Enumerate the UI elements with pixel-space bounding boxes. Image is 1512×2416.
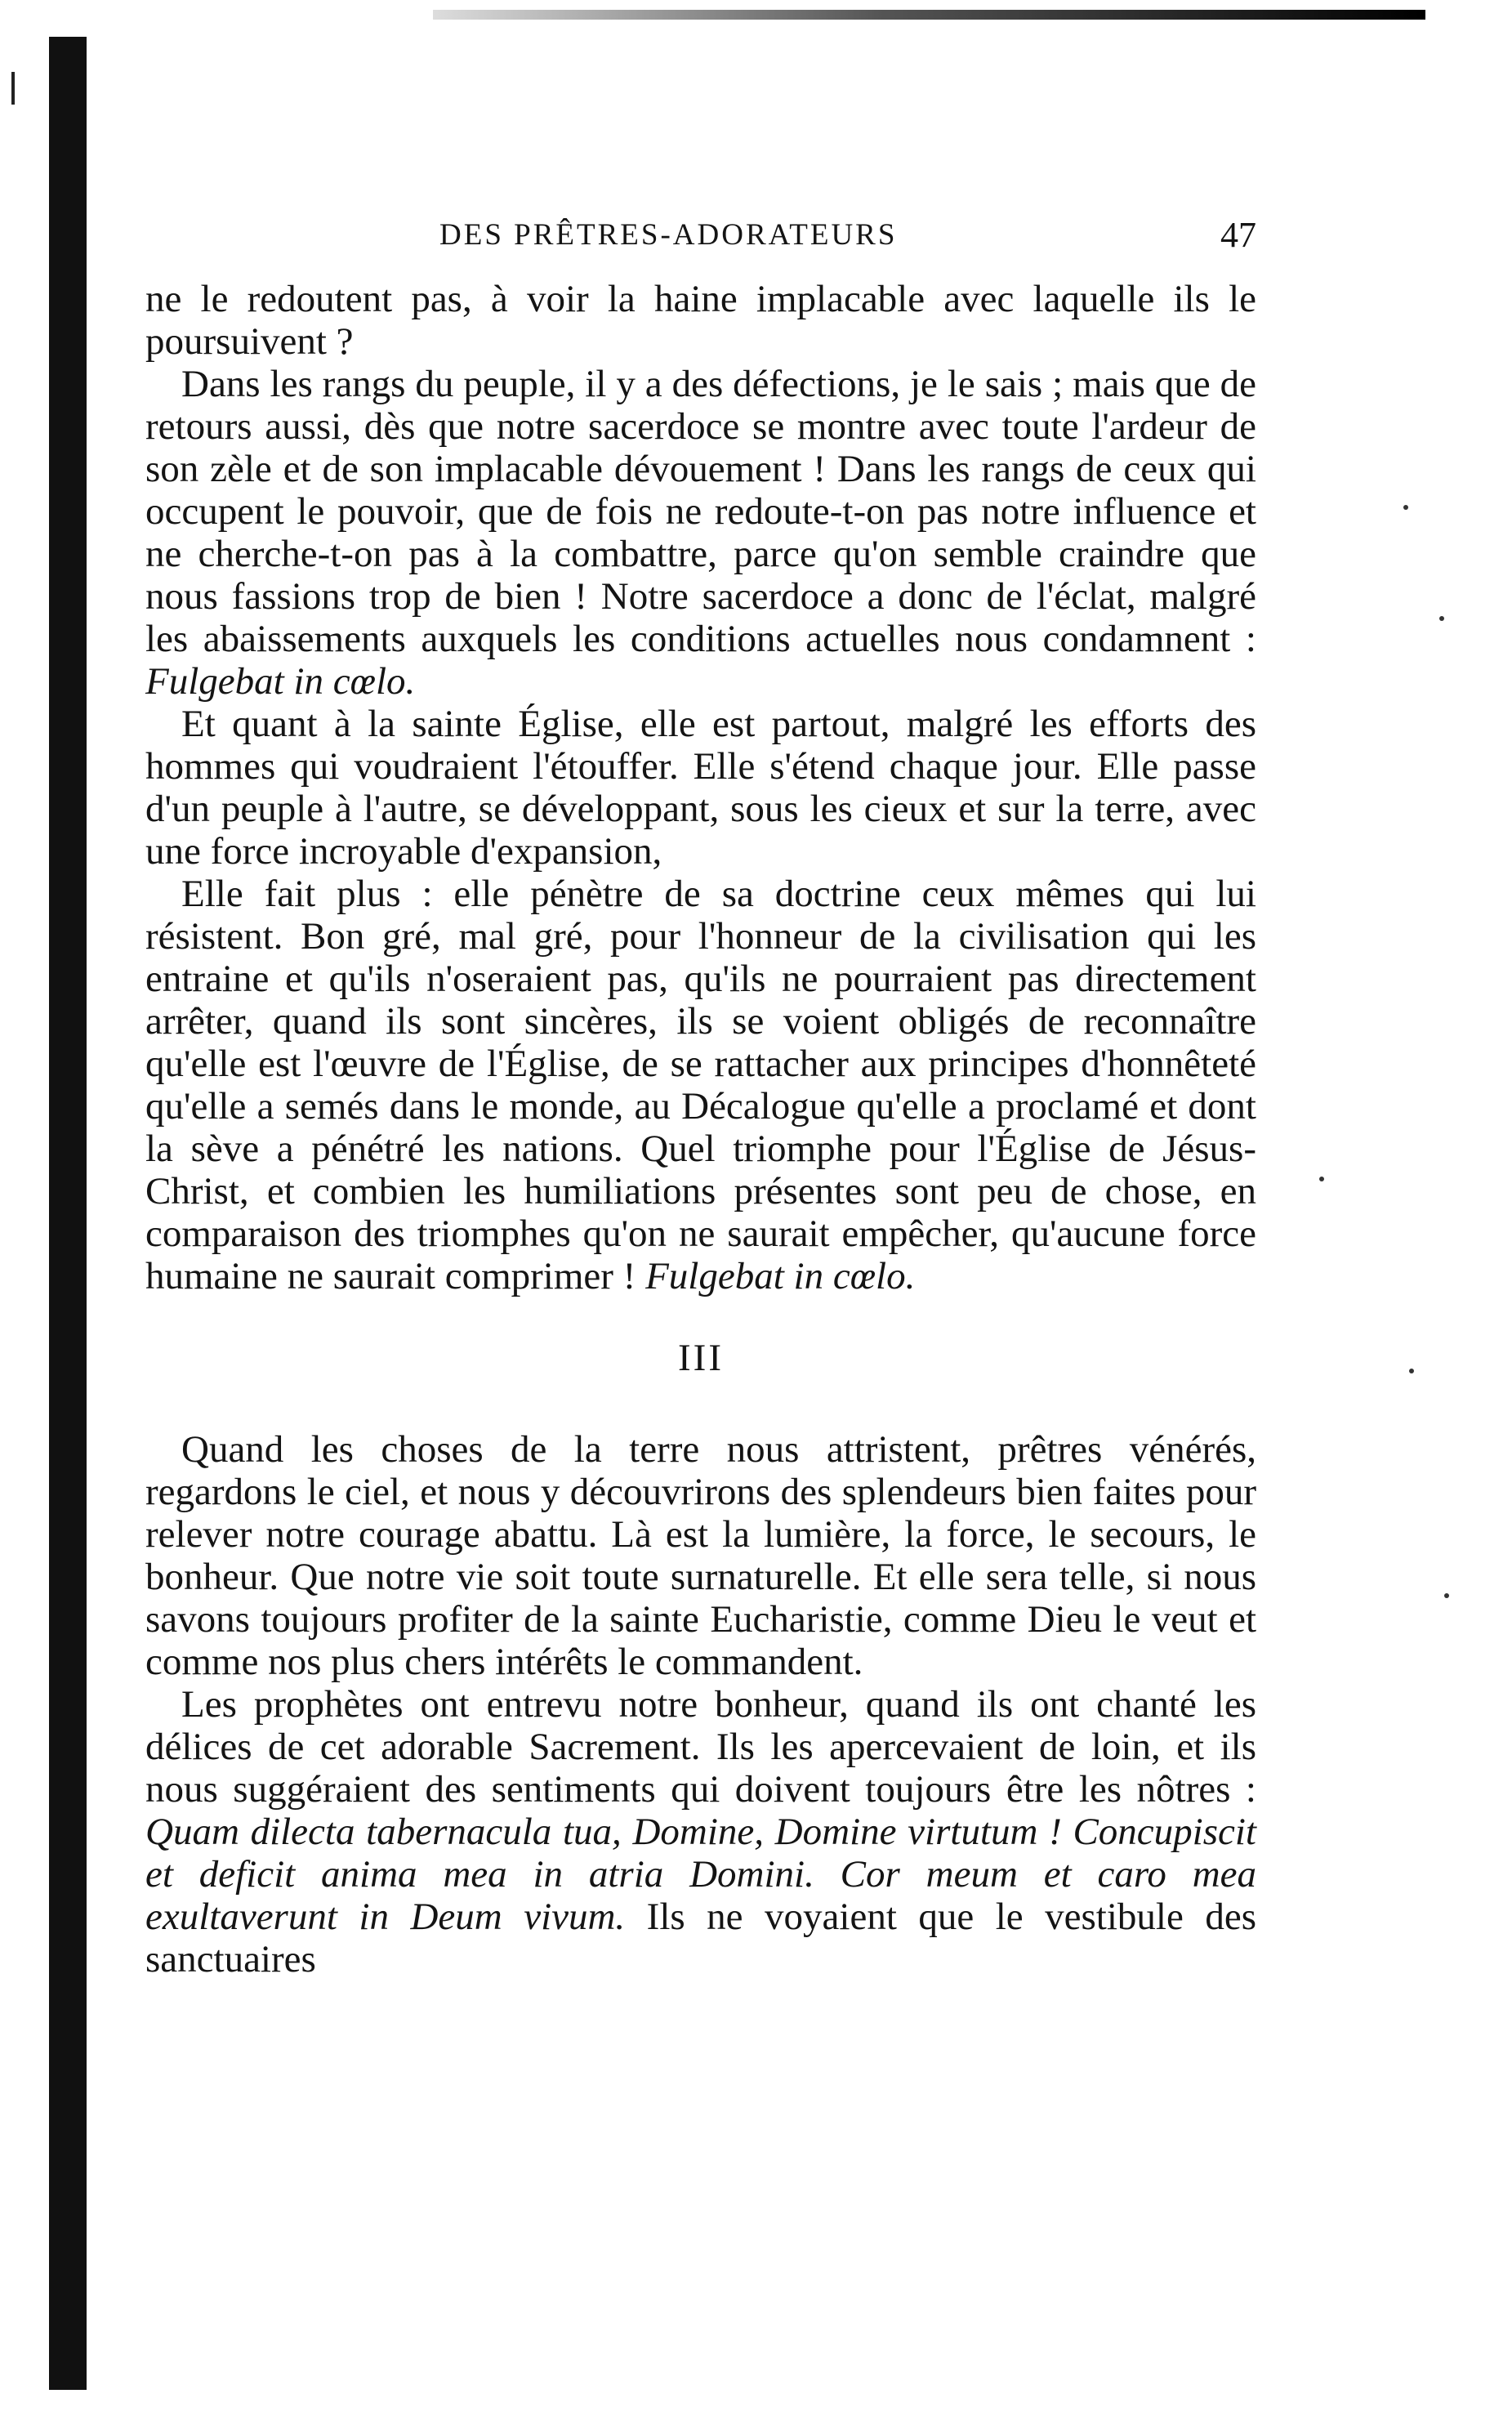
scan-speck	[1409, 1369, 1414, 1373]
book-binding-edge	[49, 37, 87, 2390]
latin-quote: Fulgebat in cœlo.	[145, 660, 416, 703]
paragraph-2: Dans les rangs du peuple, il y a des défections, je le sais ; mais que de retours aussi, dès que notre sacerdoce se montre avec toute l'ardeur de son zèle et de son implacable dévouement ! Dans les rangs de ceux qui occupent le pouvoir, que de fois ne redoute-t-on pas notre influence et ne cherche-t-on pas à la combattre, parce qu'on semble craindre que nous fassions trop de bien ! Notre sacerdoce a donc de l'éclat, malgré les abaissements auxquels les conditions actuelles nous condamnent : Fulgebat in cœlo.	[145, 363, 1256, 703]
paragraph-6: Les prophètes ont entrevu notre bonheur, quand ils ont chanté les délices de cet adorable Sacrement. Ils les apercevaient de loin, et ils nous suggéraient des sentiments qui doivent toujours être les nôtres : Quam dilecta tabernacula tua, Domine, Domine virtutum ! Concupiscit et deficit anima mea in atria Domini. Cor meum et caro mea exultaverunt in Deum vivum. Ils ne voyaient que le vestibule des sanctuaires	[145, 1683, 1256, 1981]
page-number: 47	[1220, 215, 1256, 255]
paragraph-3: Et quant à la sainte Église, elle est partout, malgré les efforts des hommes qui voudraient l'étouffer. Elle s'étend chaque jour. Elle passe d'un peuple à l'autre, se développant, sous les cieux et sur la terre, avec une force incroyable d'expansion,	[145, 703, 1256, 873]
page-header	[145, 214, 1256, 255]
paragraph-4: Elle fait plus : elle pénètre de sa doctrine ceux mêmes qui lui résistent. Bon gré, mal gré, pour l'honneur de la civilisation qui les entraine et qu'ils n'oseraient pas, qu'ils ne pourraient pas directement arrêter, quand ils sont sincères, ils se voient obligés de reconnaître qu'elle est l'œuvre de l'Église, de se rattacher aux principes d'honnêteté qu'elle a semés dans le monde, au Décalogue qu'elle a proclamé et dont la sève a pénétré les nations. Quel triomphe pour l'Église de Jésus-Christ, et combien les humiliations présentes sont peu de chose, en comparaison des triomphes qu'on ne saurait empêcher, qu'aucune force humaine ne saurait comprimer ! Fulgebat in cœlo.	[145, 873, 1256, 1297]
scan-speck	[1439, 616, 1444, 621]
scan-speck	[1319, 1177, 1324, 1181]
top-scan-rule	[433, 10, 1425, 20]
latin-quote: Quam dilecta tabernacula tua, Domine, Domine virtutum ! Concupiscit et deficit anima mea in atria Domini. Cor meum et caro mea exultaverunt in Deum vivum.	[145, 1811, 1256, 1938]
section-heading: III	[678, 1337, 724, 1379]
scan-edge-mark	[11, 72, 15, 105]
page-body	[145, 278, 1256, 1981]
running-head: DES PRÊTRES-ADORATEURS	[439, 218, 898, 252]
scan-speck	[1444, 1593, 1449, 1598]
latin-quote: Fulgebat in cœlo.	[645, 1255, 916, 1297]
paragraph-5: Quand les choses de la terre nous attristent, prêtres vénérés, regardons le ciel, et nous y découvrirons des splendeurs bien faites pour relever notre courage abattu. Là est la lumière, la force, le secours, le bonheur. Que notre vie soit toute surnaturelle. Et elle sera telle, si nous savons toujours profiter de la sainte Eucharistie, comme Dieu le veut et comme nos plus chers intérêts le commandent.	[145, 1428, 1256, 1683]
scan-speck	[1403, 505, 1408, 510]
paragraph-1: ne le redoutent pas, à voir la haine implacable avec laquelle ils le poursuivent ?	[145, 278, 1256, 363]
